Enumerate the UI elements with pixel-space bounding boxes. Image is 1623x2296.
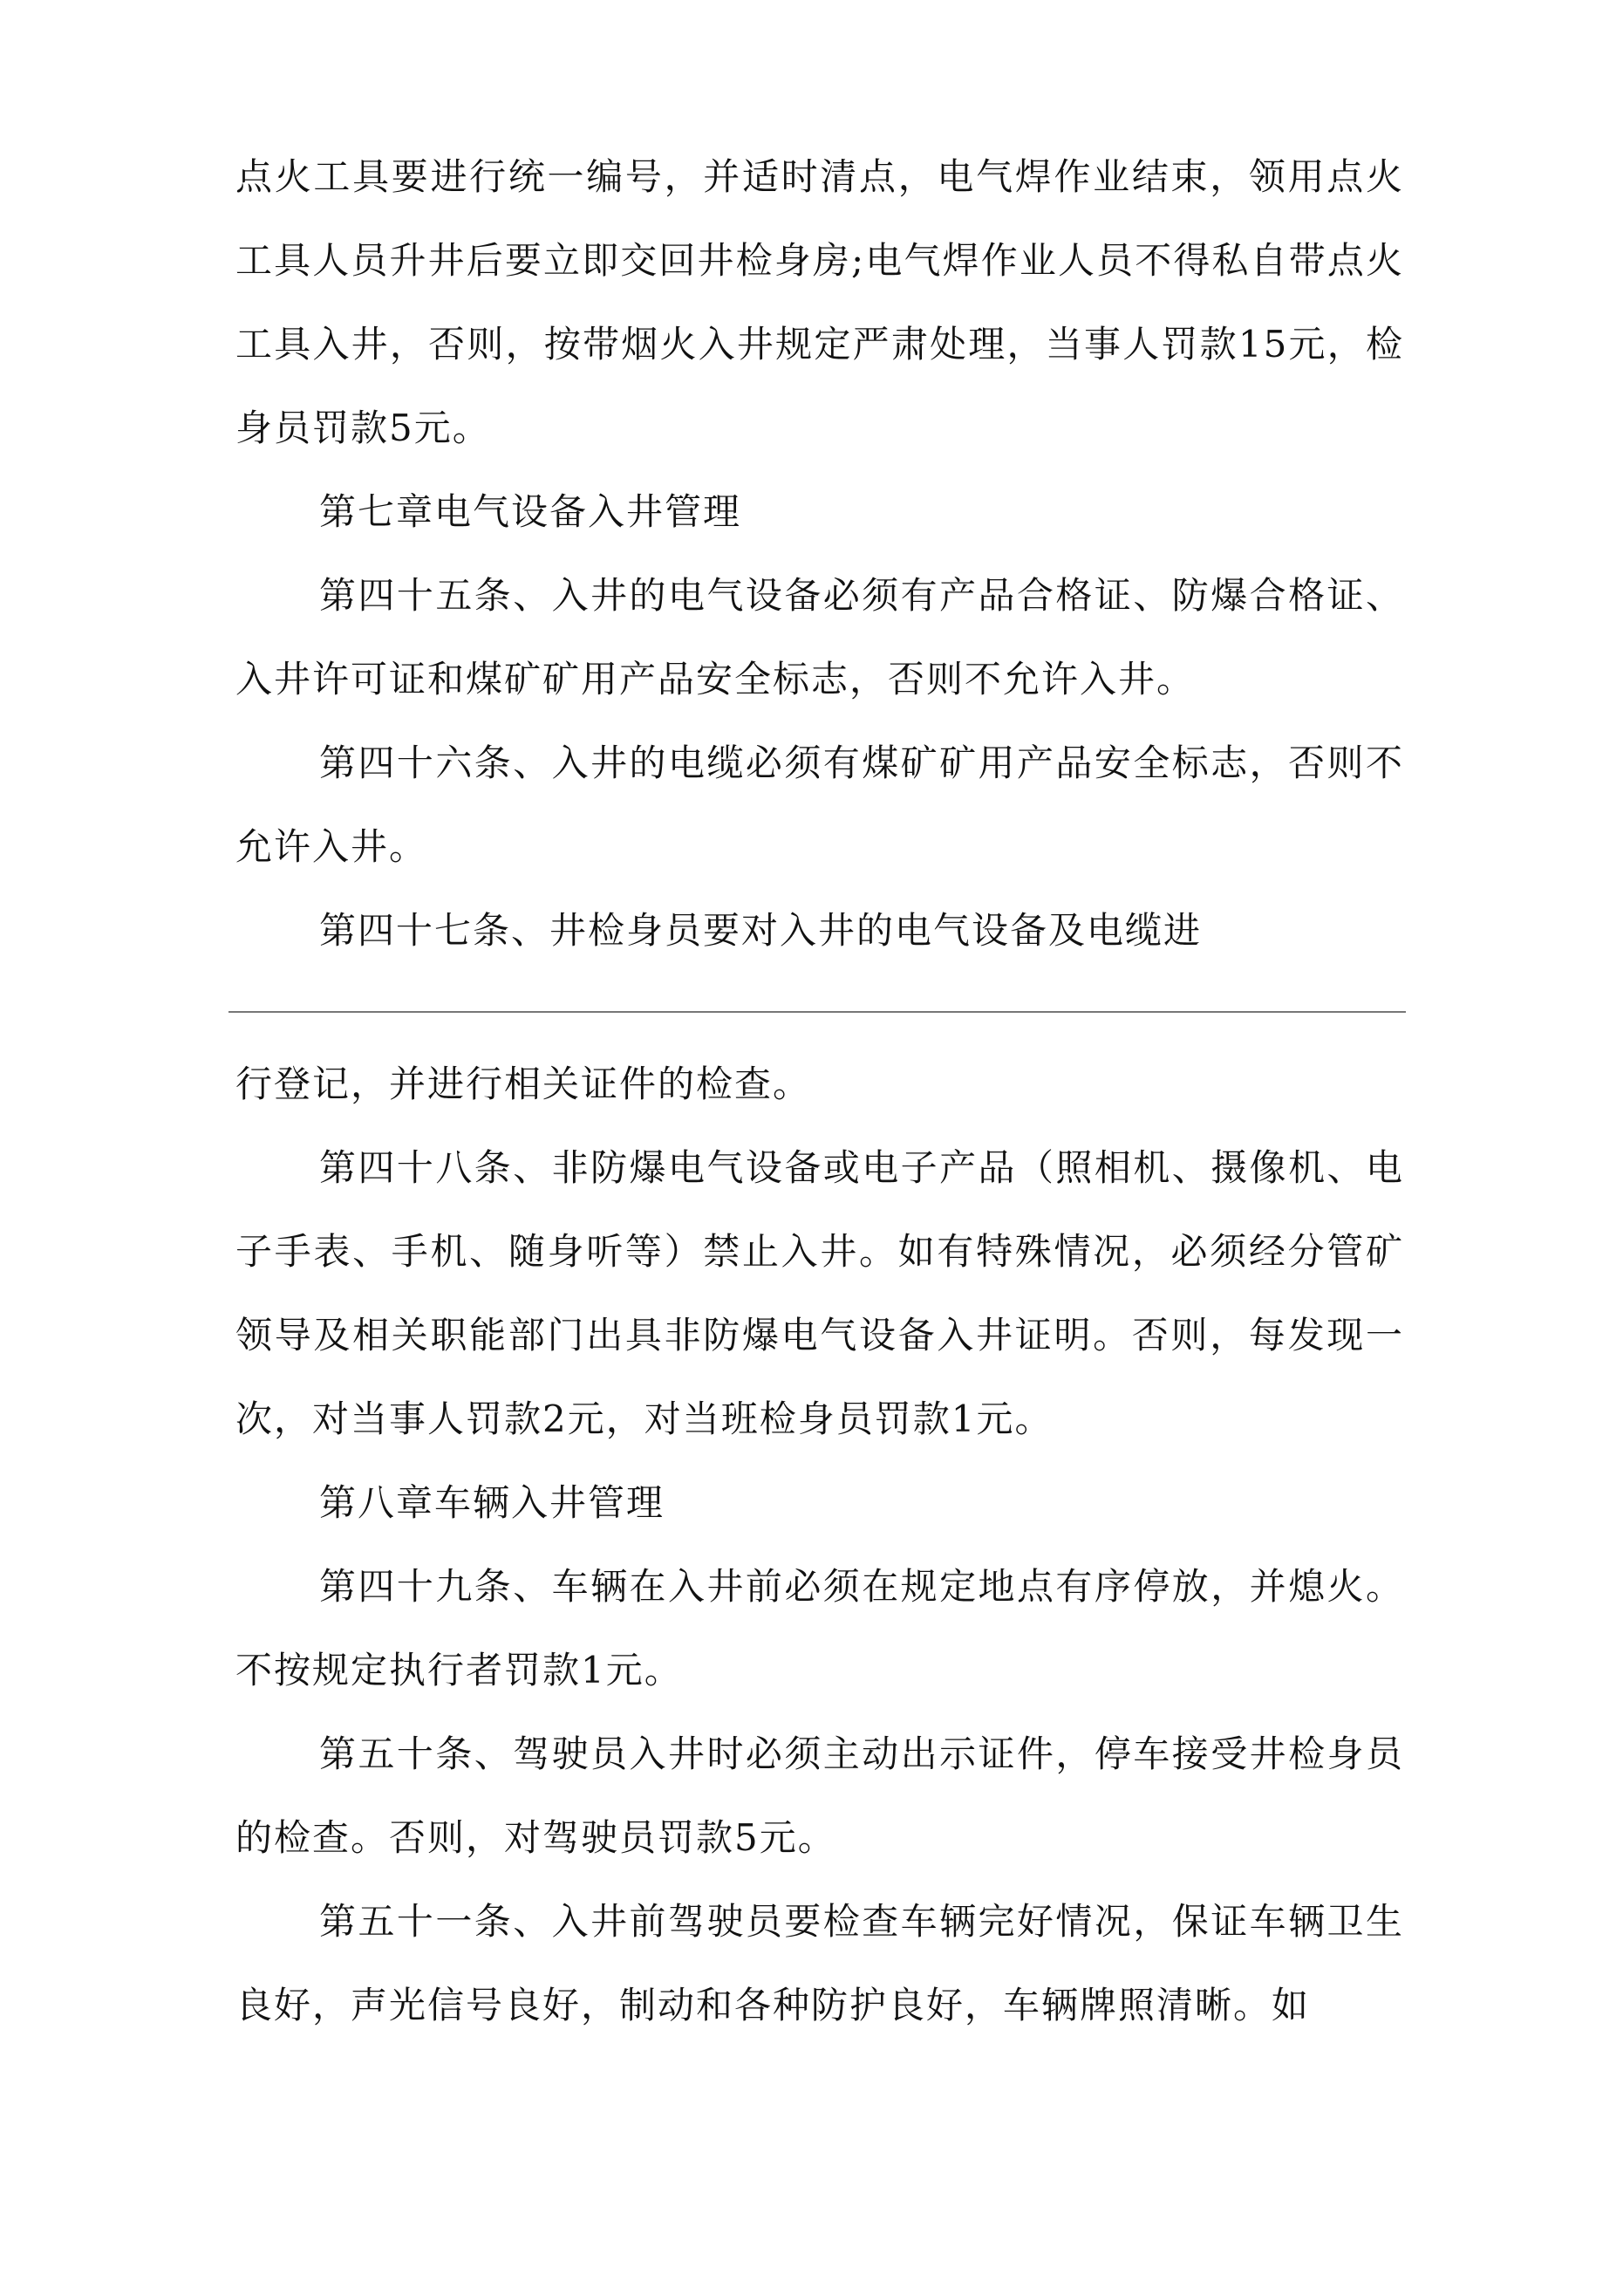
paragraph: 行登记，并进行相关证件的检查。 (235, 1063, 812, 1105)
paragraph: 第四十六条、入井的电缆必须有煤矿矿用产品安全标志，否则不允许入井。 (235, 741, 1404, 868)
paragraph: 第五十条、驾驶员入井时必须主动出示证件，停车接受井检身员的检查。否则，对驾驶员罚款5元。 (235, 1732, 1404, 1859)
text-block-bottom (235, 1042, 1404, 2047)
paragraph: 第四十九条、车辆在入井前必须在规定地点有序停放，并熄火。不按规定执行者罚款1元。 (235, 1565, 1404, 1691)
paragraph: 第五十一条、入井前驾驶员要检查车辆完好情况，保证车辆卫生良好，声光信号良好，制动和各种防护良好，车辆牌照清晰。如 (235, 1900, 1404, 2026)
page-break-divider (228, 1011, 1406, 1013)
paragraph: 第四十八条、非防爆电气设备或电子产品（照相机、摄像机、电子手表、手机、随身听等）禁止入井。如有特殊情况，必须经分管矿领导及相关职能部门出具非防爆电气设备入井证明。否则，每发现一次，对当事人罚款2元，对当班检身员罚款1元。 (235, 1146, 1404, 1440)
paragraph: 第四十七条、井检身员要对入井的电气设备及电缆进 (319, 909, 1203, 952)
paragraph: 点火工具要进行统一编号，并适时清点，电气焊作业结束，领用点火工具人员升井后要立即交回井检身房;电气焊作业人员不得私自带点火工具入井，否则，按带烟火入井规定严肃处理，当事人罚款15元，检身员罚款5元。 (235, 155, 1404, 449)
text-block-top (235, 135, 1404, 973)
paragraph: 第四十五条、入井的电气设备必须有产品合格证、防爆合格证、入井许可证和煤矿矿用产品安全标志，否则不允许入井。 (235, 574, 1404, 700)
chapter-heading: 第八章车辆入井管理 (319, 1481, 665, 1524)
chapter-heading: 第七章电气设备入井管理 (319, 490, 742, 533)
